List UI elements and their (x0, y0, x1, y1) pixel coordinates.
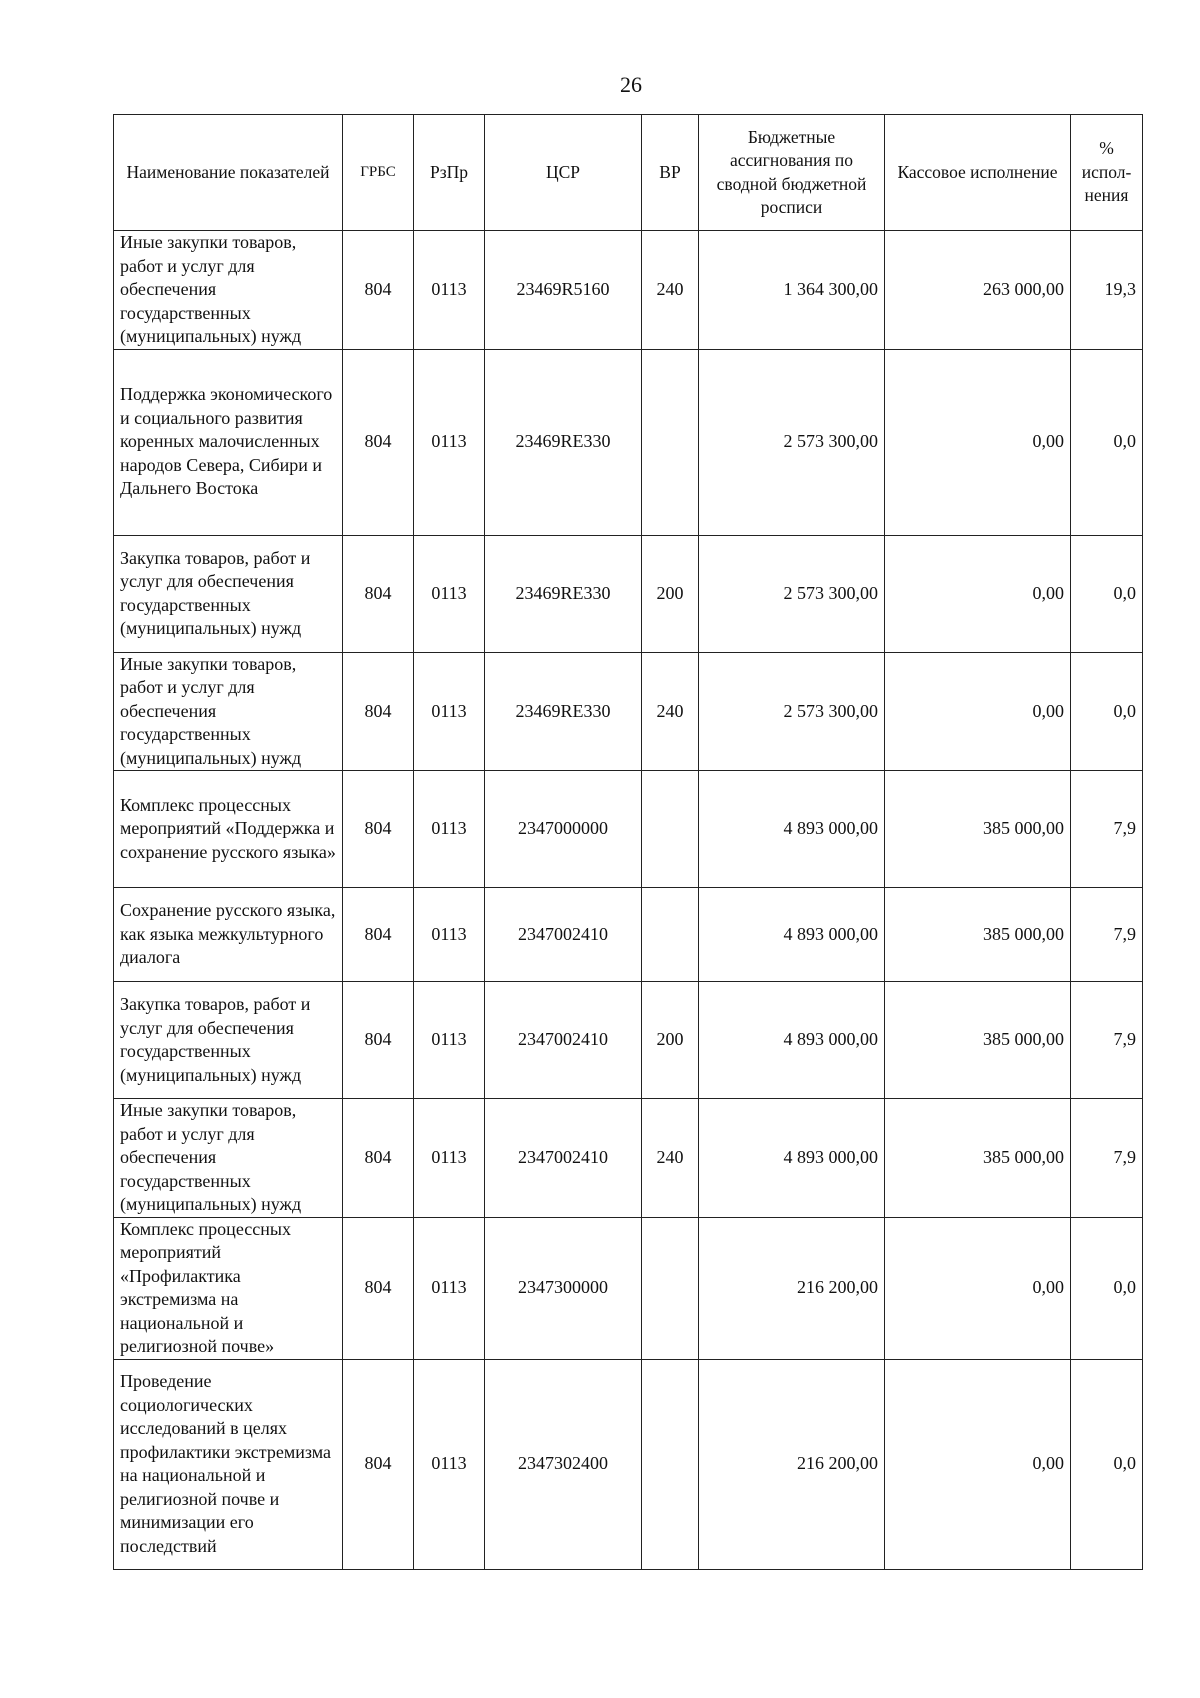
cell-pct: 0,0 (1071, 1217, 1143, 1359)
cell-name: Иные закупки товаров, работ и услуг для обеспечения государственных (муниципальных) нужд (114, 231, 343, 350)
table-header-row (114, 115, 1143, 231)
header-budget: Бюджетные ассигнования по сводной бюджетной росписи (699, 115, 885, 231)
cell-csr: 23469R5160 (485, 231, 642, 350)
table-row (114, 771, 1143, 888)
cell-pct: 7,9 (1071, 1099, 1143, 1218)
cell-grbs: 804 (343, 1359, 414, 1569)
cell-csr: 2347002410 (485, 982, 642, 1099)
cell-cash: 385 000,00 (885, 982, 1071, 1099)
cell-vr: 240 (642, 1099, 699, 1218)
cell-vr (642, 1359, 699, 1569)
budget-execution-table (113, 114, 1143, 1570)
cell-budget: 4 893 000,00 (699, 771, 885, 888)
cell-rzpr: 0113 (414, 349, 485, 535)
cell-cash: 0,00 (885, 1217, 1071, 1359)
cell-cash: 385 000,00 (885, 1099, 1071, 1218)
cell-budget: 2 573 300,00 (699, 349, 885, 535)
table-row (114, 888, 1143, 982)
cell-grbs: 804 (343, 888, 414, 982)
cell-rzpr: 0113 (414, 888, 485, 982)
table-row (114, 1359, 1143, 1569)
cell-name: Иные закупки товаров, работ и услуг для обеспечения государственных (муниципальных) нужд (114, 652, 343, 771)
cell-grbs: 804 (343, 771, 414, 888)
cell-name: Поддержка экономического и социального развития коренных малочисленных народов Севера, Сибири и Дальнего Востока (114, 349, 343, 535)
header-csr: ЦСР (485, 115, 642, 231)
table-row (114, 652, 1143, 771)
cell-vr (642, 349, 699, 535)
cell-csr: 2347302400 (485, 1359, 642, 1569)
cell-vr: 200 (642, 535, 699, 652)
cell-rzpr: 0113 (414, 652, 485, 771)
cell-csr: 2347000000 (485, 771, 642, 888)
table-row (114, 982, 1143, 1099)
cell-budget: 4 893 000,00 (699, 888, 885, 982)
cell-rzpr: 0113 (414, 1099, 485, 1218)
cell-csr: 23469RE330 (485, 535, 642, 652)
cell-rzpr: 0113 (414, 982, 485, 1099)
cell-rzpr: 0113 (414, 535, 485, 652)
cell-vr: 240 (642, 231, 699, 350)
cell-csr: 23469RE330 (485, 349, 642, 535)
cell-budget: 4 893 000,00 (699, 1099, 885, 1218)
cell-budget: 4 893 000,00 (699, 982, 885, 1099)
cell-name: Иные закупки товаров, работ и услуг для обеспечения государственных (муниципальных) нужд (114, 1099, 343, 1218)
cell-grbs: 804 (343, 652, 414, 771)
cell-name: Проведение социологических исследований в целях профилактики экстремизма на национальной и религиозной почве и минимизации его последствий (114, 1359, 343, 1569)
cell-rzpr: 0113 (414, 1217, 485, 1359)
cell-budget: 2 573 300,00 (699, 652, 885, 771)
cell-vr: 200 (642, 982, 699, 1099)
cell-cash: 385 000,00 (885, 888, 1071, 982)
cell-vr (642, 888, 699, 982)
cell-pct: 19,3 (1071, 231, 1143, 350)
cell-budget: 216 200,00 (699, 1217, 885, 1359)
cell-cash: 0,00 (885, 652, 1071, 771)
header-pct: % испол-нения (1071, 115, 1143, 231)
cell-csr: 2347300000 (485, 1217, 642, 1359)
cell-rzpr: 0113 (414, 1359, 485, 1569)
cell-rzpr: 0113 (414, 231, 485, 350)
cell-cash: 385 000,00 (885, 771, 1071, 888)
cell-grbs: 804 (343, 1217, 414, 1359)
table-row (114, 1217, 1143, 1359)
cell-budget: 216 200,00 (699, 1359, 885, 1569)
cell-pct: 0,0 (1071, 535, 1143, 652)
cell-pct: 7,9 (1071, 982, 1143, 1099)
header-vr: ВР (642, 115, 699, 231)
cell-csr: 2347002410 (485, 888, 642, 982)
cell-csr: 23469RE330 (485, 652, 642, 771)
cell-budget: 2 573 300,00 (699, 535, 885, 652)
cell-grbs: 804 (343, 982, 414, 1099)
cell-grbs: 804 (343, 535, 414, 652)
cell-vr (642, 771, 699, 888)
cell-name: Закупка товаров, работ и услуг для обеспечения государственных (муниципальных) нужд (114, 982, 343, 1099)
cell-cash: 0,00 (885, 1359, 1071, 1569)
cell-pct: 7,9 (1071, 888, 1143, 982)
cell-cash: 0,00 (885, 535, 1071, 652)
cell-grbs: 804 (343, 349, 414, 535)
cell-budget: 1 364 300,00 (699, 231, 885, 350)
header-name: Наименование показателей (114, 115, 343, 231)
header-grbs: ГРБС (343, 115, 414, 231)
page-number: 26 (620, 72, 642, 97)
table-body (114, 231, 1143, 1570)
cell-pct: 0,0 (1071, 652, 1143, 771)
cell-cash: 263 000,00 (885, 231, 1071, 350)
cell-pct: 0,0 (1071, 349, 1143, 535)
cell-cash: 0,00 (885, 349, 1071, 535)
cell-grbs: 804 (343, 1099, 414, 1218)
cell-grbs: 804 (343, 231, 414, 350)
cell-rzpr: 0113 (414, 771, 485, 888)
cell-name: Закупка товаров, работ и услуг для обеспечения государственных (муниципальных) нужд (114, 535, 343, 652)
header-cash: Кассовое исполнение (885, 115, 1071, 231)
table-row (114, 1099, 1143, 1218)
cell-name: Комплекс процессных мероприятий «Поддержка и сохранение русского языка» (114, 771, 343, 888)
table-row (114, 231, 1143, 350)
cell-csr: 2347002410 (485, 1099, 642, 1218)
cell-pct: 7,9 (1071, 771, 1143, 888)
table-row (114, 349, 1143, 535)
cell-pct: 0,0 (1071, 1359, 1143, 1569)
cell-name: Комплекс процессных мероприятий «Профилактика экстремизма на национальной и религиозной почве» (114, 1217, 343, 1359)
cell-vr: 240 (642, 652, 699, 771)
cell-vr (642, 1217, 699, 1359)
cell-name: Сохранение русского языка, как языка межкультурного диалога (114, 888, 343, 982)
table-row (114, 535, 1143, 652)
header-rzpr: РзПр (414, 115, 485, 231)
